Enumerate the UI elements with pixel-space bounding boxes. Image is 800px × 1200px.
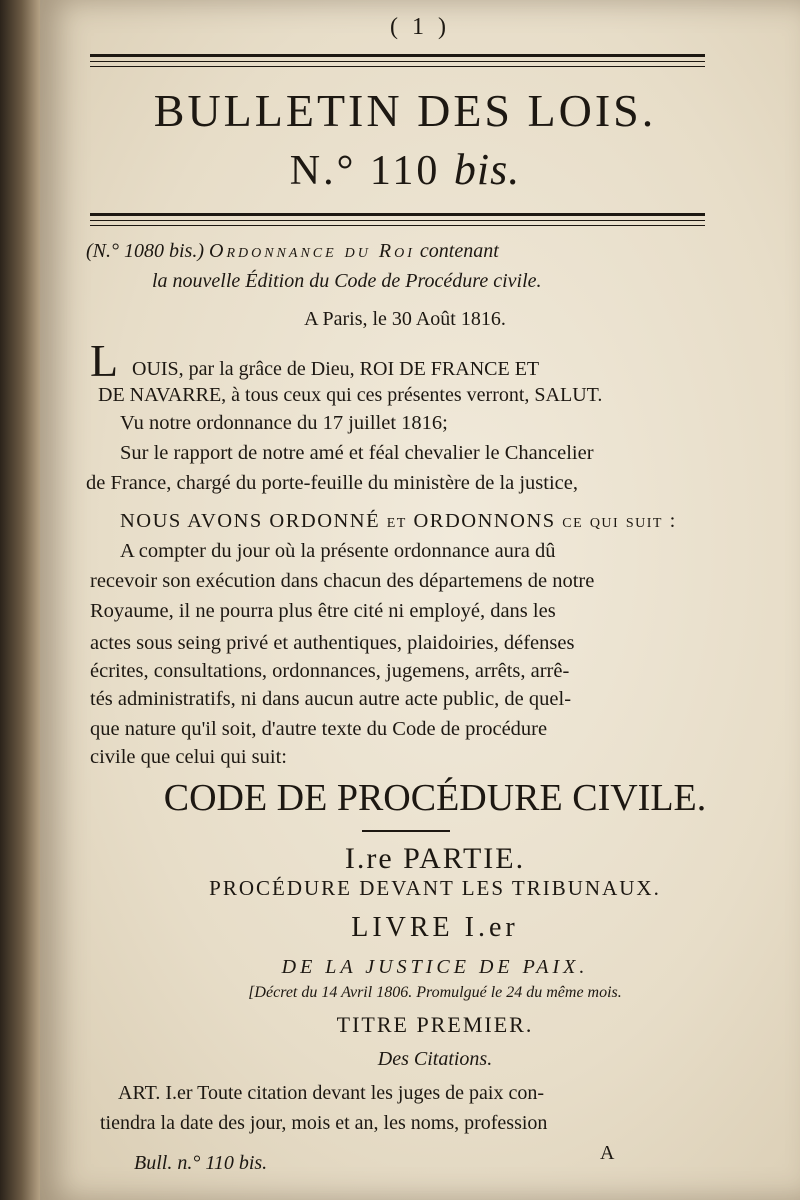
article-line: ART. I.er Toute citation devant les juges de paix con- — [118, 1082, 544, 1104]
body-line: écrites, consultations, ordonnances, jugemens, arrêts, arrê- — [90, 660, 570, 682]
top-rule — [90, 54, 705, 57]
bulletin-title: BULLETIN DES LOIS. — [153, 85, 657, 136]
bulletin-number-main: N.° 110 — [289, 148, 441, 194]
citations-heading: Des Citations. — [377, 1048, 493, 1070]
signature-letter: A — [600, 1142, 615, 1164]
body-line: Vu notre ordonnance du 17 juillet 1816; — [120, 412, 448, 434]
body-line: recevoir son exécution dans chacun des départemens de notre — [90, 570, 595, 592]
ordonnance-heading — [86, 240, 499, 263]
ordonnance-ref: (N.° 1080 bis.) — [86, 240, 204, 262]
drop-initial: L — [90, 335, 119, 386]
title-rule — [90, 213, 705, 216]
decret-note: [Décret du 14 Avril 1806. Promulgué le 24 du même mois. — [248, 984, 622, 1001]
dateline: A Paris, le 30 Août 1816. — [304, 308, 506, 330]
document-page — [40, 0, 800, 1200]
article-line: tiendra la date des jour, mois et an, les noms, profession — [100, 1112, 548, 1134]
section-rule — [362, 830, 450, 832]
body-line: civile que celui qui suit: — [90, 746, 287, 768]
partie-heading: I.re PARTIE. — [344, 842, 526, 875]
top-rule-thin — [90, 61, 705, 62]
bulletin-number — [40, 144, 770, 195]
body-line: Sur le rapport de notre amé et féal chevalier le Chancelier — [120, 442, 594, 464]
signature-mark: Bull. n.° 110 bis. — [134, 1152, 268, 1174]
body-line: tés administratifs, ni dans aucun autre acte public, de quel- — [90, 688, 572, 710]
body-line-ordonnons: NOUS AVONS ORDONNÉ et ORDONNONS ce qui suit : — [120, 510, 677, 532]
body-line: Royaume, il ne pourra plus être cité ni employé, dans les — [90, 600, 556, 622]
justice-heading: DE LA JUSTICE DE PAIX. — [281, 956, 589, 978]
page-folio: ( 1 ) — [390, 14, 450, 40]
bulletin-number-suffix: bis. — [453, 145, 521, 194]
body-line: actes sous seing privé et authentiques, plaidoiries, défenses — [90, 632, 575, 654]
livre-heading: LIVRE I.er — [351, 912, 519, 943]
body-line: A compter du jour où la présente ordonnance aura dû — [120, 540, 556, 562]
procedure-heading: PROCÉDURE DEVANT LES TRIBUNAUX. — [209, 876, 661, 900]
titre-heading: TITRE PREMIER. — [336, 1012, 534, 1037]
body-line-louis: OUIS, par la grâce de Dieu, ROI DE FRANCE ET — [132, 358, 540, 380]
code-title: CODE DE PROCÉDURE CIVILE. — [163, 777, 707, 819]
ordonnance-contenant: contenant — [419, 240, 499, 262]
body-line: que nature qu'il soit, d'autre texte du Code de procédure — [90, 718, 548, 740]
ordonnance-title: Ordonnance du Roi — [209, 240, 415, 262]
body-line-navarre: DE NAVARRE, à tous ceux qui ces présentes verront, SALUT. — [98, 384, 603, 406]
title-rule-thin — [90, 220, 705, 221]
title-rule-thin-2 — [90, 225, 705, 226]
top-rule-thin-2 — [90, 66, 705, 67]
ordonnance-subtitle: la nouvelle Édition du Code de Procédure civile. — [152, 270, 542, 292]
body-line: de France, chargé du porte-feuille du ministère de la justice, — [86, 472, 578, 494]
